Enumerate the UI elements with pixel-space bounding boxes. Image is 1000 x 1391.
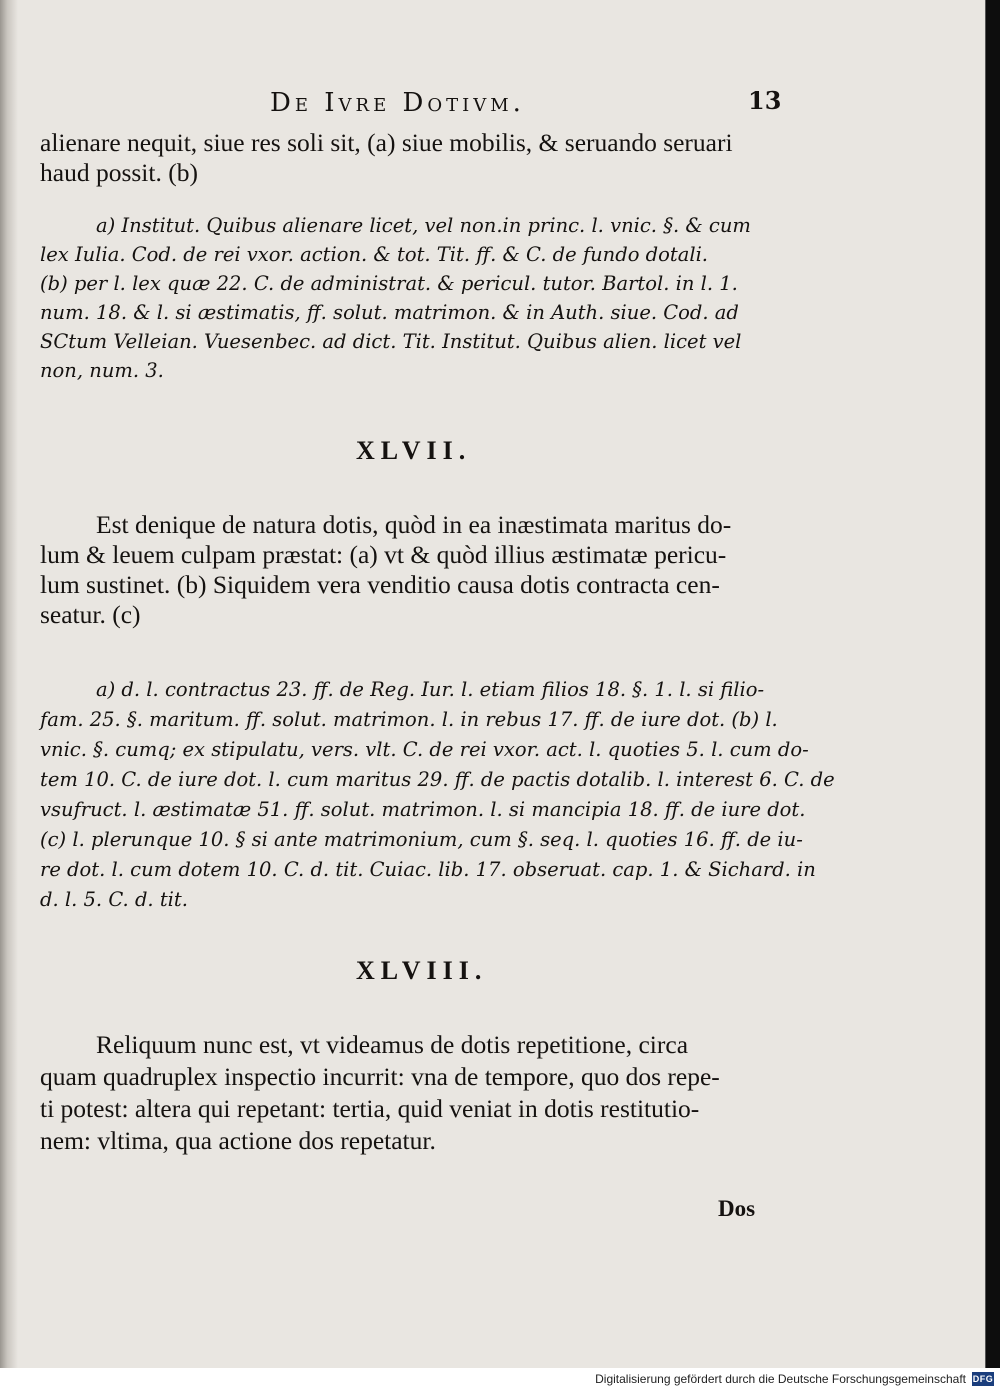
body-line: lum sustinet. (b) Siquidem vera venditio causa dotis contracta cen-	[40, 570, 720, 599]
footnote-line: (b) per l. lex quæ 22. C. de administrat. & pericul. tutor. Bartol. in l. 1.	[40, 272, 738, 295]
footnote-line: d. l. 5. C. d. tit.	[40, 888, 188, 911]
section-heading-47: XLVII.	[356, 436, 472, 465]
digitization-credit-bar	[0, 1368, 1000, 1391]
footnote-line: SCtum Velleian. Vuesenbec. ad dict. Tit. Institut. Quibus alien. licet vel	[40, 330, 742, 353]
page-number: 13	[748, 86, 782, 115]
footnote-line: a) Institut. Quibus alienare licet, vel non.in princ. l. vnic. §. & cum	[96, 214, 751, 237]
body-line: Reliquum nunc est, vt videamus de dotis repetitione, circa	[96, 1030, 689, 1059]
body-line: seatur. (c)	[40, 600, 141, 629]
footnote-line: num. 18. & l. si æstimatis, ff. solut. matrimon. & in Auth. siue. Cod. ad	[40, 301, 739, 324]
footnote-line: vsufruct. l. æstimatæ 51. ff. solut. matrimon. l. si mancipia 18. ff. de iure dot.	[40, 798, 806, 821]
body-line: ti potest: altera qui repetant: tertia, quid veniat in dotis restitutio-	[40, 1094, 700, 1123]
body-line: lum & leuem culpam præstat: (a) vt & quòd illius æstimatæ pericu-	[40, 540, 727, 569]
footnote-line: lex Iulia. Cod. de rei vxor. action. & tot. Tit. ff. & C. de fundo dotali.	[40, 243, 708, 266]
footnote-line: tem 10. C. de iure dot. l. cum maritus 29. ff. de pactis dotalib. l. interest 6. C. de	[40, 768, 835, 791]
body-line: quam quadruplex inspectio incurrit: vna de tempore, quo dos repe-	[40, 1062, 720, 1091]
running-title: De Ivre Dotivm.	[270, 88, 525, 118]
footnote-line: vnic. §. cumq; ex stipulatu, vers. vlt. C. de rei vxor. act. l. quoties 5. l. cum do-	[40, 738, 809, 761]
catchword: Dos	[718, 1196, 756, 1221]
body-line: haud possit. (b)	[40, 158, 198, 187]
footnote-line: (c) l. plerunque 10. § si ante matrimonium, cum §. seq. l. quoties 16. ff. de iu-	[40, 828, 803, 851]
footnote-line: re dot. l. cum dotem 10. C. d. tit. Cuiac. lib. 17. obseruat. cap. 1. & Sichard. in	[40, 858, 816, 881]
footnote-line: a) d. l. contractus 23. ff. de Reg. Iur. l. etiam filios 18. §. 1. l. si filio-	[96, 678, 765, 701]
footnote-line: fam. 25. §. maritum. ff. solut. matrimon. l. in rebus 17. ff. de iure dot. (b) l.	[40, 708, 778, 731]
page-spine-shadow	[0, 0, 18, 1368]
body-line: nem: vltima, qua actione dos repetatur.	[40, 1126, 436, 1155]
body-line: alienare nequit, siue res soli sit, (a) siue mobilis, & seruando seruari	[40, 128, 733, 157]
dfg-logo-icon: DFG	[972, 1374, 994, 1384]
digitization-credit: Digitalisierung gefördert durch die Deutsche Forschungsgemeinschaft	[595, 1372, 966, 1386]
body-line: Est denique de natura dotis, quòd in ea inæstimata maritus do-	[96, 510, 732, 539]
section-heading-48: XLVIII.	[356, 956, 488, 985]
footnote-line: non, num. 3.	[40, 359, 164, 382]
